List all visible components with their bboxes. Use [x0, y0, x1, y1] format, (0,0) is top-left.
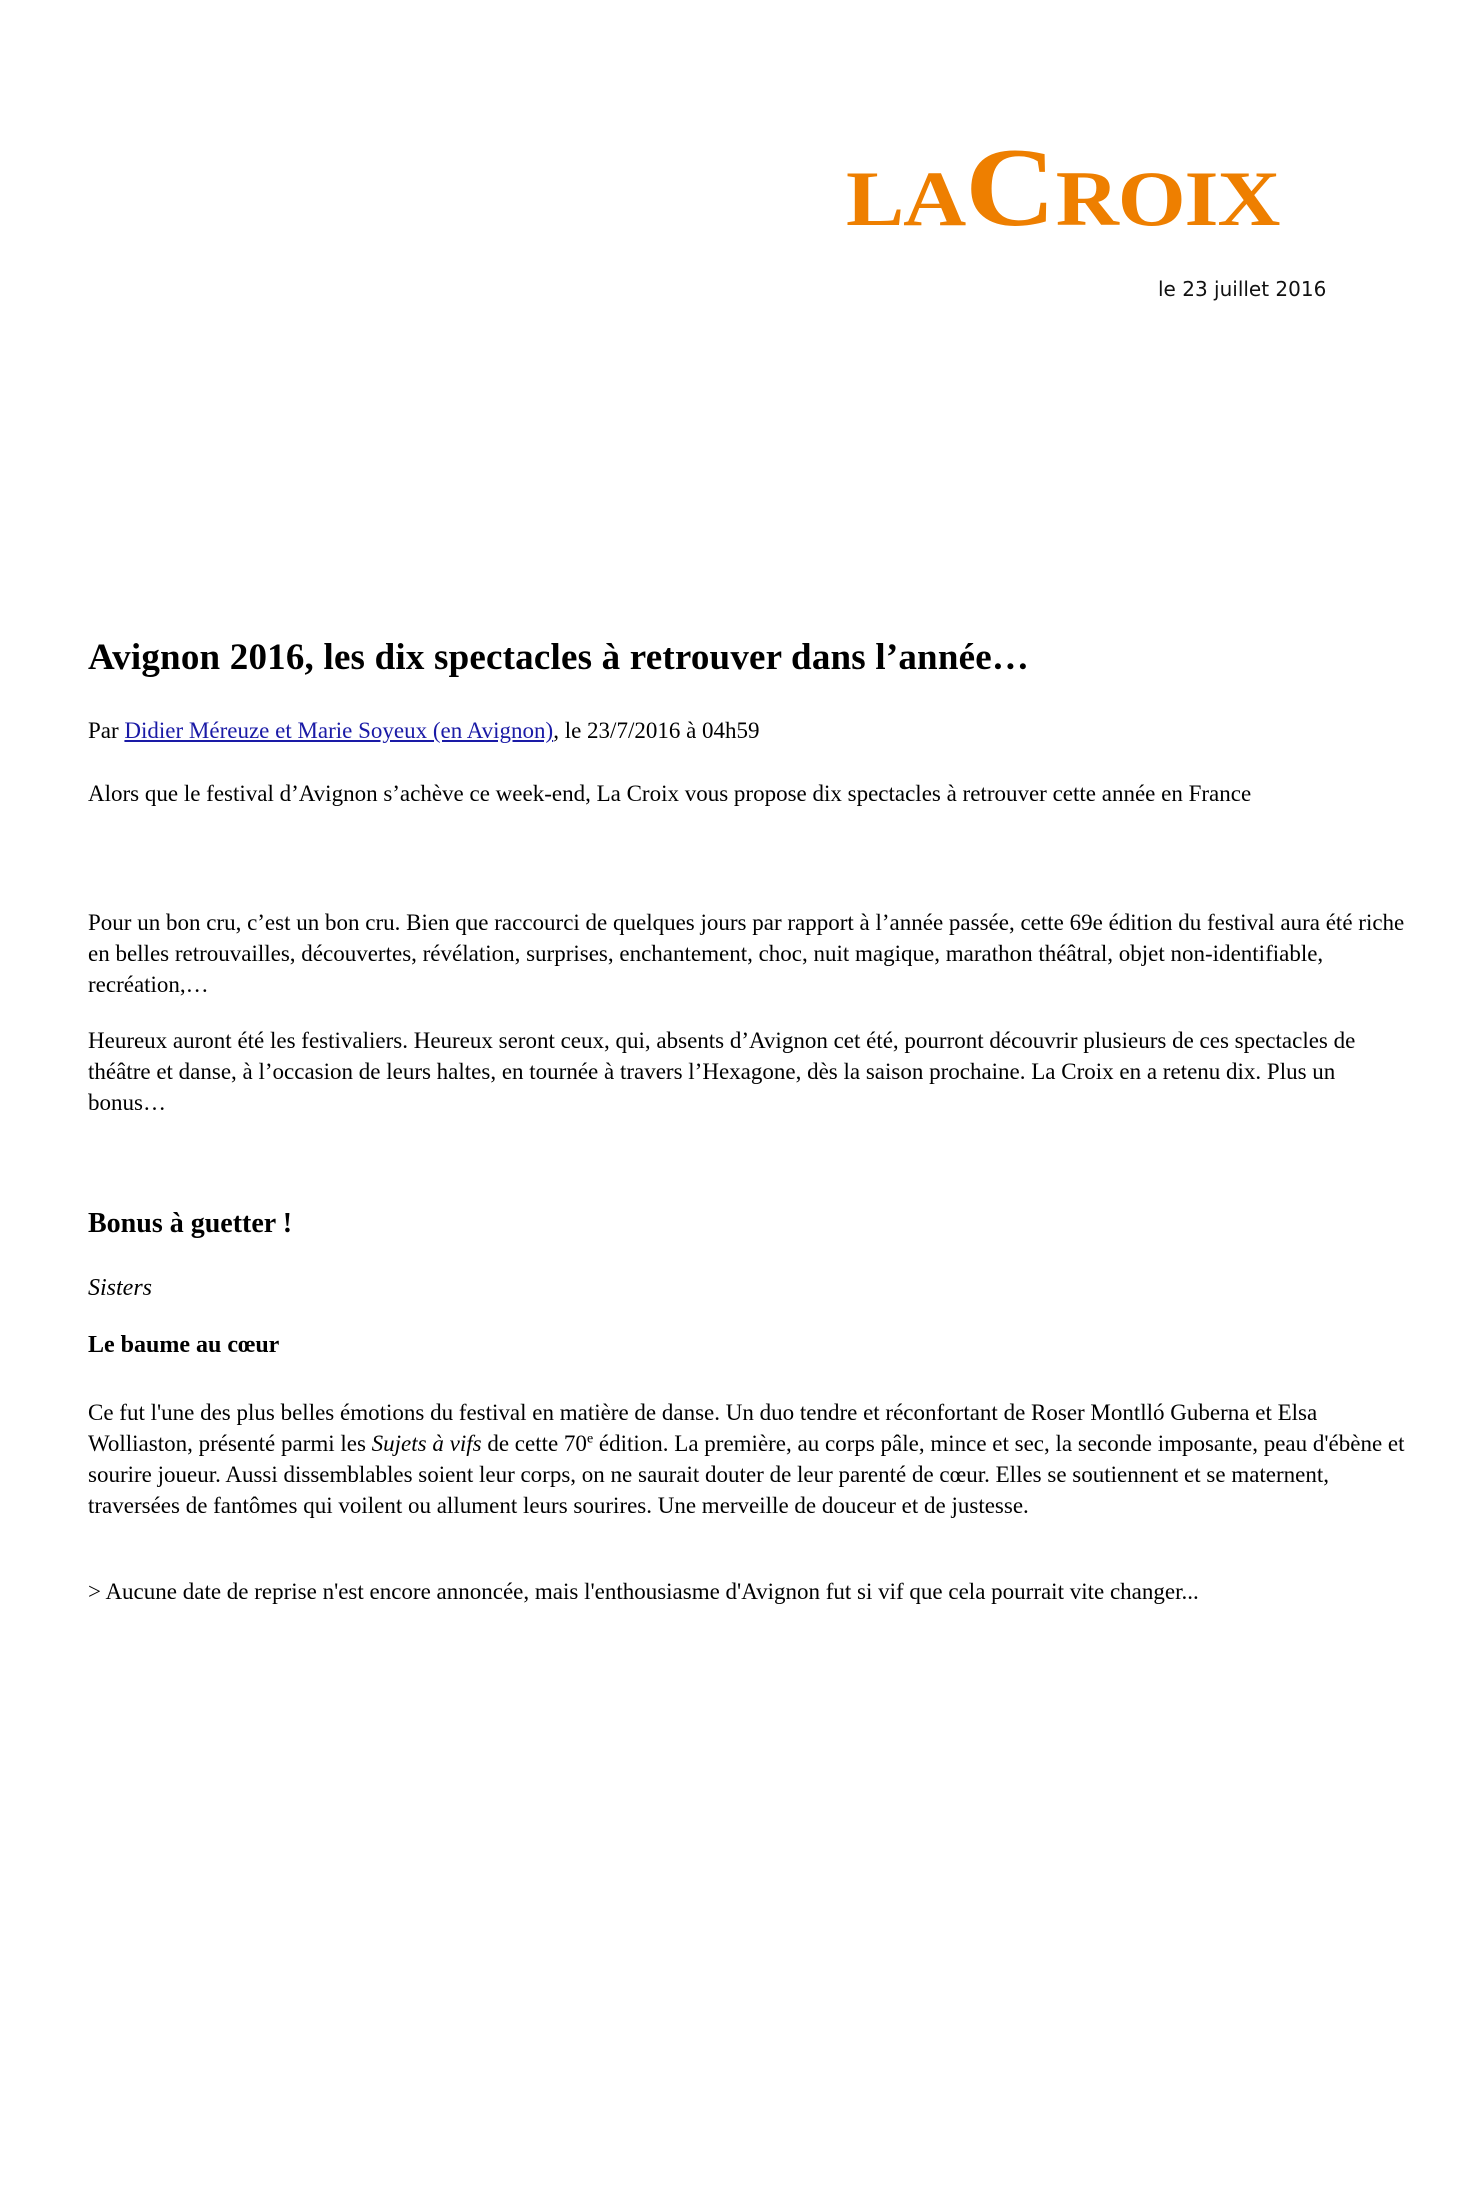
logo-c: C: [965, 126, 1056, 250]
paragraph: Heureux auront été les festivaliers. Heureux seront ceux, qui, absents d’Avignon cet été, pourront découvrir plusieurs de ces spectacles de théâtre et danse, à l’occasion de leurs haltes, en tournée à travers l’Hexagone, dès la saison prochaine. La Croix en a retenu dix. Plus un bonus…: [88, 1028, 1356, 1115]
review-paragraph: [88, 1397, 1408, 1521]
article-standfirst: Alors que le festival d’Avignon s’achève ce week-end, La Croix vous propose dix spectacles à retrouver cette année en France: [88, 781, 1252, 806]
logo-la: LA: [846, 155, 966, 242]
la-croix-logo: [846, 126, 1356, 250]
byline-date: , le 23/7/2016 à 04h59: [553, 718, 760, 743]
publication-date: le 23 juillet 2016: [1158, 277, 1327, 301]
logo-roix: ROIX: [1055, 155, 1280, 242]
show-title: Sisters: [88, 1275, 153, 1301]
review-text-3: édition. La première, au corps pâle, mince et sec, la seconde imposante, peau d'ébène et sourire joueur. Aussi dissemblables soient leur corps, on ne saurait douter de leur parenté de cœur. Elles se soutiennent et se maternent, traversées de fantômes qui voilent ou allument leurs sourires. Une merveille de douceur et de justesse.: [88, 1431, 1405, 1518]
review-text-1: Ce fut l'une des plus belles émotions du festival en matière de danse. Un duo tendre et réconfortant de Roser Montlló Guberna et Elsa Wolliaston, présenté parmi les: [88, 1400, 1318, 1456]
reprise-note: > Aucune date de reprise n'est encore annoncée, mais l'enthousiasme d'Avignon fut si vif que cela pourrait vite changer...: [88, 1579, 1199, 1604]
byline-prefix: Par: [88, 718, 125, 743]
authors-link[interactable]: Didier Méreuze et Marie Soyeux (en Avignon): [124, 718, 554, 743]
paragraph: Pour un bon cru, c’est un bon cru. Bien que raccourci de quelques jours par rapport à l’année passée, cette 69e édition du festival aura été riche en belles retrouvailles, découvertes, révélation, surprises, enchantement, choc, nuit magique, marathon théâtral, objet non-identifiable, recréation,…: [88, 910, 1405, 997]
byline: [88, 718, 760, 744]
ordinal-suffix: e: [586, 1431, 594, 1447]
article-title: Avignon 2016, les dix spectacles à retrouver dans l’année…: [88, 637, 1030, 678]
review-subheading: Le baume au cœur: [88, 1332, 280, 1358]
review-text-2: de cette 70: [481, 1431, 587, 1456]
bonus-heading: Bonus à guetter !: [88, 1208, 293, 1239]
sujets-a-vifs: Sujets à vifs: [371, 1431, 482, 1456]
